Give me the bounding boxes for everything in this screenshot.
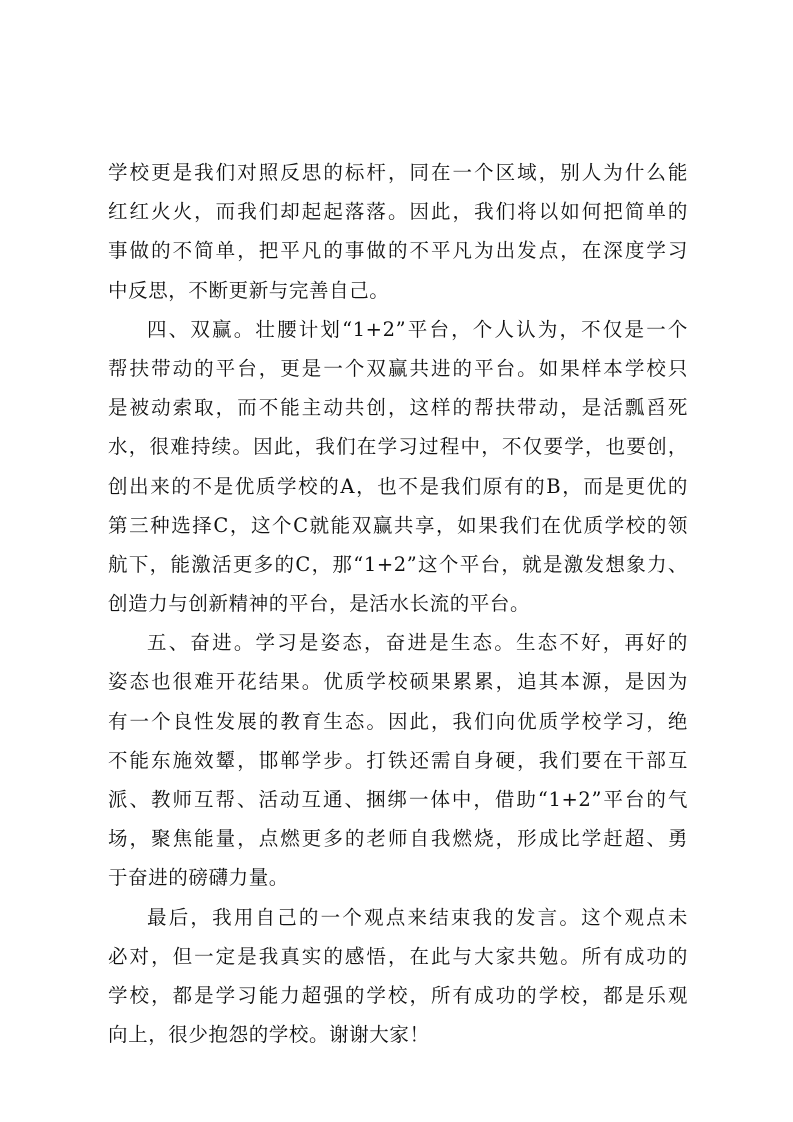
text-line: 红红火火，而我们却起起落落。因此，我们将以如何把简单的 bbox=[108, 200, 688, 224]
paragraph-win-win bbox=[108, 310, 688, 624]
text-line: 事做的不简单，把平凡的事做的不平凡为出发点，在深度学习 bbox=[108, 239, 688, 263]
paragraph-striving bbox=[108, 623, 688, 897]
text-line: 水，很难持续。因此，我们在学习过程中，不仅要学，也要创， bbox=[108, 435, 688, 459]
text-line: 于奋进的磅礴力量。 bbox=[108, 866, 289, 890]
text-line: 是被动索取，而不能主动共创，这样的帮扶带动，是活瓢舀死 bbox=[108, 396, 688, 420]
text-line: 必对，但一定是我真实的感悟，在此与大家共勉。所有成功的 bbox=[108, 944, 688, 968]
text-line: 创出来的不是优质学校的A，也不是我们原有的B，而是更优的 bbox=[108, 474, 688, 498]
text-line: 中反思，不断更新与完善自己。 bbox=[108, 278, 390, 302]
text-line: 帮扶带动的平台，更是一个双赢共进的平台。如果样本学校只 bbox=[108, 356, 688, 380]
text-line: 向上，很少抱怨的学校。谢谢大家！ bbox=[108, 1023, 430, 1047]
text-line: 姿态也很难开花结果。优质学校硕果累累，追其本源，是因为 bbox=[108, 670, 688, 694]
text-line: 四、双赢。壮腰计划“1+2”平台，个人认为，不仅是一个 bbox=[147, 317, 688, 341]
text-line: 第三种选择C，这个C就能双赢共享，如果我们在优质学校的领 bbox=[108, 513, 688, 537]
text-line: 航下，能激活更多的C，那“1+2”这个平台，就是激发想象力、 bbox=[108, 552, 688, 576]
text-line: 创造力与创新精神的平台，是活水长流的平台。 bbox=[108, 592, 531, 616]
text-line: 派、教师互帮、活动互通、捆绑一体中，借助“1+2”平台的气 bbox=[108, 788, 688, 811]
paragraph-closing bbox=[108, 898, 688, 1055]
text-line: 学校，都是学习能力超强的学校，所有成功的学校，都是乐观 bbox=[108, 983, 688, 1007]
paragraph-reflection-continued bbox=[108, 153, 688, 310]
text-line: 场，聚焦能量，点燃更多的老师自我燃烧，形成比学赶超、勇 bbox=[108, 827, 688, 851]
text-line: 有一个良性发展的教育生态。因此，我们向优质学校学习，绝 bbox=[108, 709, 688, 733]
text-line: 最后，我用自己的一个观点来结束我的发言。这个观点未 bbox=[147, 905, 688, 929]
text-line: 不能东施效颦，邯郸学步。打铁还需自身硬，我们要在干部互 bbox=[108, 748, 688, 772]
body-text bbox=[108, 153, 688, 1054]
text-line: 五、奋进。学习是姿态，奋进是生态。生态不好，再好的 bbox=[147, 631, 688, 655]
text-line: 学校更是我们对照反思的标杆，同在一个区域，别人为什么能 bbox=[108, 161, 688, 184]
